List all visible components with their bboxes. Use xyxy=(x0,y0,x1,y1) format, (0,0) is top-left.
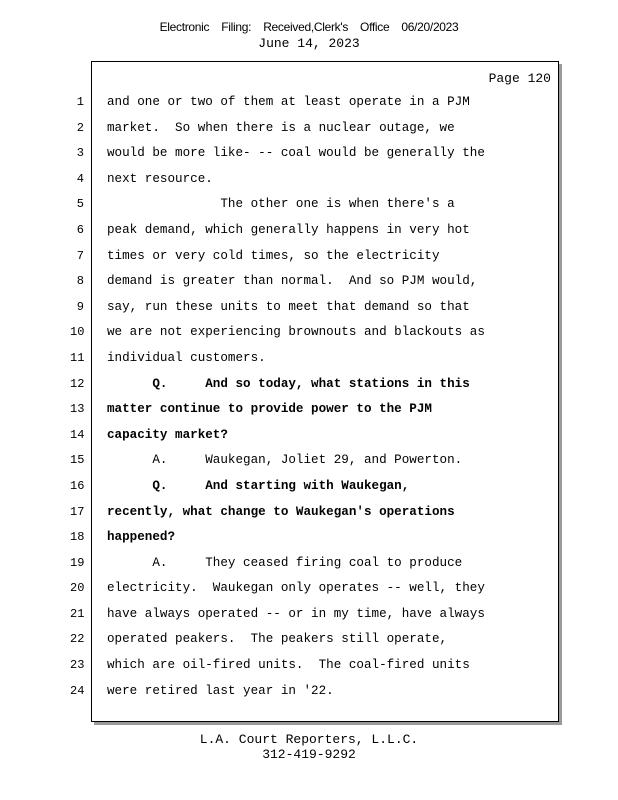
transcript-line: were retired last year in '22. xyxy=(107,683,334,698)
transcript-line: peak demand, which generally happens in very hot xyxy=(107,222,470,237)
transcript-line: and one or two of them at least operate in a PJM xyxy=(107,95,470,109)
transcript-line: which are oil-fired units. The coal-fired units xyxy=(107,658,470,673)
line-number: 22 xyxy=(70,632,85,647)
line-number: 10 xyxy=(70,325,85,340)
line-number: 16 xyxy=(70,478,85,493)
line-number: 8 xyxy=(76,274,84,289)
reporter-company: L.A. Court Reporters, L.L.C. xyxy=(199,732,419,747)
stamp-word: Received,Clerk's xyxy=(263,20,349,34)
transcript-line: The other one is when there's a xyxy=(107,197,455,212)
stamp-word: 06/20/2023 xyxy=(401,20,459,34)
line-number: 18 xyxy=(70,530,85,545)
stamp-word: Filing: xyxy=(221,20,252,34)
line-number: 11 xyxy=(70,350,85,365)
line-number: 24 xyxy=(70,683,85,698)
transcript-line: matter continue to provide power to the PJM xyxy=(107,402,432,417)
line-number: 21 xyxy=(70,606,85,621)
transcript-line: A. Waukegan, Joliet 29, and Powerton. xyxy=(107,453,463,468)
transcript-line: individual customers. xyxy=(107,350,266,365)
transcript-line: we are not experiencing brownouts and blackouts as xyxy=(107,325,485,340)
transcript-line: operated peakers. The peakers still operate, xyxy=(107,632,448,647)
transcript-line: have always operated -- or in my time, have always xyxy=(107,606,485,621)
transcript-line: electricity. Waukegan only operates -- well, they xyxy=(107,581,485,596)
line-number: 14 xyxy=(70,427,85,442)
transcript-line: say, run these units to meet that demand so that xyxy=(107,299,470,314)
line-number: 17 xyxy=(70,504,85,519)
line-number: 6 xyxy=(76,222,84,237)
line-number: 1 xyxy=(76,95,84,109)
line-number: 2 xyxy=(76,120,84,135)
line-number: 15 xyxy=(70,453,85,468)
line-number: 3 xyxy=(76,146,84,161)
footer xyxy=(0,732,618,762)
line-number: 5 xyxy=(76,197,84,212)
line-number: 20 xyxy=(70,581,85,596)
line-number: 7 xyxy=(76,248,84,263)
line-number: 23 xyxy=(70,658,85,673)
transcript-lines xyxy=(107,94,547,708)
line-number: 4 xyxy=(76,171,84,186)
filing-stamp xyxy=(0,20,618,34)
transcript-line: A. They ceased firing coal to produce xyxy=(107,555,463,570)
reporter-phone: 312-419-9292 xyxy=(262,747,356,762)
transcript-line: times or very cold times, so the electricity xyxy=(107,248,440,263)
line-number-column xyxy=(70,94,84,708)
transcript-line: demand is greater than normal. And so PJM would, xyxy=(107,274,478,289)
transcript-line: recently, what change to Waukegan's operations xyxy=(107,504,455,519)
transcript-line: next resource. xyxy=(107,171,213,186)
transcript-line: capacity market? xyxy=(107,427,228,442)
hearing-date: June 14, 2023 xyxy=(258,36,360,51)
stamp-word: Office xyxy=(360,20,390,34)
line-number: 13 xyxy=(70,402,85,417)
transcript-line: Q. And starting with Waukegan, xyxy=(107,478,410,493)
transcript-line: happened? xyxy=(107,530,176,545)
line-number: 9 xyxy=(76,299,84,314)
transcript-line: market. So when there is a nuclear outage, we xyxy=(107,120,455,135)
line-number: 12 xyxy=(70,376,85,391)
transcript-line: Q. And so today, what stations in this xyxy=(107,376,470,391)
line-number: 19 xyxy=(70,555,85,570)
page-number: Page 120 xyxy=(488,71,551,86)
transcript-line: would be more like- -- coal would be generally the xyxy=(107,146,485,161)
stamp-word: Electronic xyxy=(159,20,210,34)
